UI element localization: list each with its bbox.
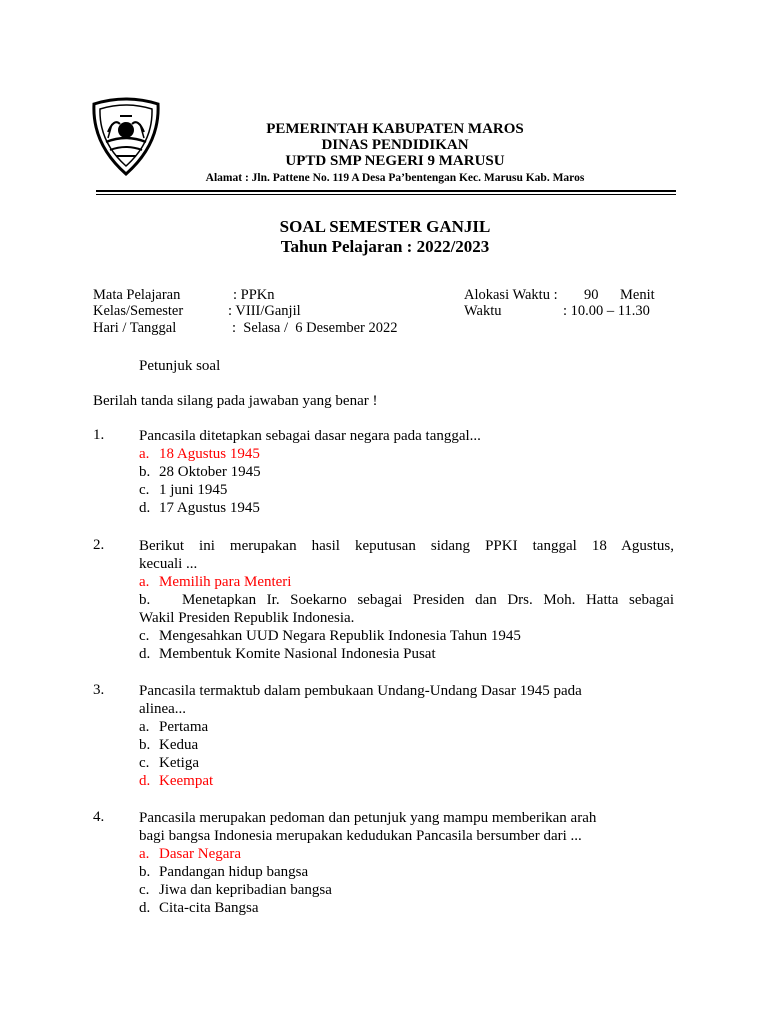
- answer-option: [139, 627, 521, 645]
- answer-option-correct: [139, 772, 213, 790]
- option-text: Kedua: [159, 737, 199, 753]
- question-text-line1: Berikut ini merupakan hasil keputusan sidang PPKI tanggal 18 Agustus,: [139, 538, 674, 554]
- option-text: 1 juni 1945: [159, 482, 228, 498]
- option-text: 28 Oktober 1945: [159, 464, 261, 480]
- option-letter: d.: [139, 900, 151, 916]
- answer-option: [139, 591, 674, 609]
- answer-option-correct: [139, 573, 291, 591]
- answer-option-correct: [139, 445, 260, 463]
- option-letter: d.: [139, 773, 151, 789]
- instructions-text: Berilah tanda silang pada jawaban yang benar !: [93, 393, 378, 409]
- time-value: : 10.00 – 11.30: [563, 303, 650, 319]
- option-letter: c.: [139, 882, 150, 898]
- duration-value: 90: [584, 287, 599, 303]
- option-text: Mengesahkan UUD Negara Republik Indonesia Tahun 1945: [159, 628, 521, 644]
- option-text: Cita-cita Bangsa: [159, 900, 259, 916]
- class-label: Kelas/Semester: [93, 303, 184, 319]
- question-text-line2: kecuali ...: [139, 556, 198, 572]
- option-letter: a.: [139, 446, 150, 462]
- question-text: Pancasila ditetapkan sebagai dasar negara pada tanggal...: [139, 428, 481, 444]
- answer-option: [139, 863, 308, 881]
- class-value: : VIII/Ganjil: [228, 303, 301, 319]
- option-text: Keempat: [159, 773, 214, 789]
- question-text-line2: bagi bangsa Indonesia merupakan kedudukan Pancasila bersumber dari ...: [139, 828, 582, 844]
- duration-label: Alokasi Waktu :: [464, 287, 558, 303]
- date-label: Hari / Tanggal: [93, 320, 177, 336]
- academic-year: Tahun Pelajaran : 2022/2023: [280, 237, 490, 256]
- option-letter: d.: [139, 500, 151, 516]
- question-number: 2.: [93, 537, 105, 553]
- question-text-line1: Pancasila merupakan pedoman dan petunjuk yang mampu memberikan arah: [139, 810, 597, 826]
- option-text: Pandangan hidup bangsa: [159, 864, 309, 880]
- header-divider-thick: [96, 190, 676, 192]
- answer-option: [139, 881, 332, 899]
- option-letter: c.: [139, 755, 150, 771]
- question-number: 4.: [93, 809, 105, 825]
- option-letter: c.: [139, 628, 150, 644]
- answer-option: [139, 499, 260, 517]
- option-letter: b.: [139, 864, 151, 880]
- header-divider-thin: [96, 194, 676, 195]
- option-text: Membentuk Komite Nasional Indonesia Pusat: [159, 646, 436, 662]
- option-letter: a.: [139, 574, 150, 590]
- option-text: Menetapkan Ir. Soekarno sebagai Presiden dan Drs. Moh. Hatta sebagai: [181, 592, 674, 608]
- option-letter: c.: [139, 482, 150, 498]
- answer-option-correct: [139, 845, 241, 863]
- answer-option: [139, 481, 227, 499]
- option-letter: d.: [139, 646, 151, 662]
- question-number: 3.: [93, 682, 105, 698]
- header-government: PEMERINTAH KABUPATEN MAROS: [266, 121, 524, 137]
- option-text: Ketiga: [159, 755, 199, 771]
- option-text: Dasar Negara: [159, 846, 242, 862]
- question-text-line2: alinea...: [139, 701, 187, 717]
- option-text: Pertama: [159, 719, 209, 735]
- answer-option: [139, 754, 199, 772]
- question-text-line1: Pancasila termaktub dalam pembukaan Undang-Undang Dasar 1945 pada: [139, 683, 582, 699]
- option-letter: b.: [139, 464, 151, 480]
- question-number: 1.: [93, 427, 105, 443]
- subject-value: : PPKn: [233, 287, 275, 303]
- option-text: Jiwa dan kepribadian bangsa: [159, 882, 332, 898]
- answer-option: [139, 645, 436, 663]
- header-school: UPTD SMP NEGERI 9 MARUSU: [285, 153, 505, 169]
- option-text-line2: Wakil Presiden Republik Indonesia.: [139, 610, 355, 626]
- option-text: 17 Agustus 1945: [159, 500, 260, 516]
- option-text-line1: [139, 591, 674, 609]
- answer-option: [139, 736, 198, 754]
- time-label: Waktu: [464, 303, 502, 319]
- exam-title: SOAL SEMESTER GANJIL: [279, 217, 491, 236]
- option-text: 18 Agustus 1945: [159, 446, 260, 462]
- header-address: Alamat : Jln. Pattene No. 119 A Desa Pa’bentengan Kec. Marusu Kab. Maros: [205, 172, 585, 184]
- duration-unit: Menit: [620, 287, 655, 303]
- instructions-heading: Petunjuk soal: [139, 358, 221, 374]
- answer-option: [139, 899, 259, 917]
- header-department: DINAS PENDIDIKAN: [321, 137, 469, 153]
- option-letter: b.: [139, 737, 151, 753]
- answer-option: [139, 463, 261, 481]
- subject-label: Mata Pelajaran: [93, 287, 181, 303]
- option-letter: b.: [139, 592, 151, 608]
- option-letter: a.: [139, 719, 150, 735]
- option-text: Memilih para Menteri: [159, 574, 292, 590]
- date-value: : Selasa / 6 Desember 2022: [232, 320, 398, 336]
- option-letter: a.: [139, 846, 150, 862]
- answer-option: [139, 718, 208, 736]
